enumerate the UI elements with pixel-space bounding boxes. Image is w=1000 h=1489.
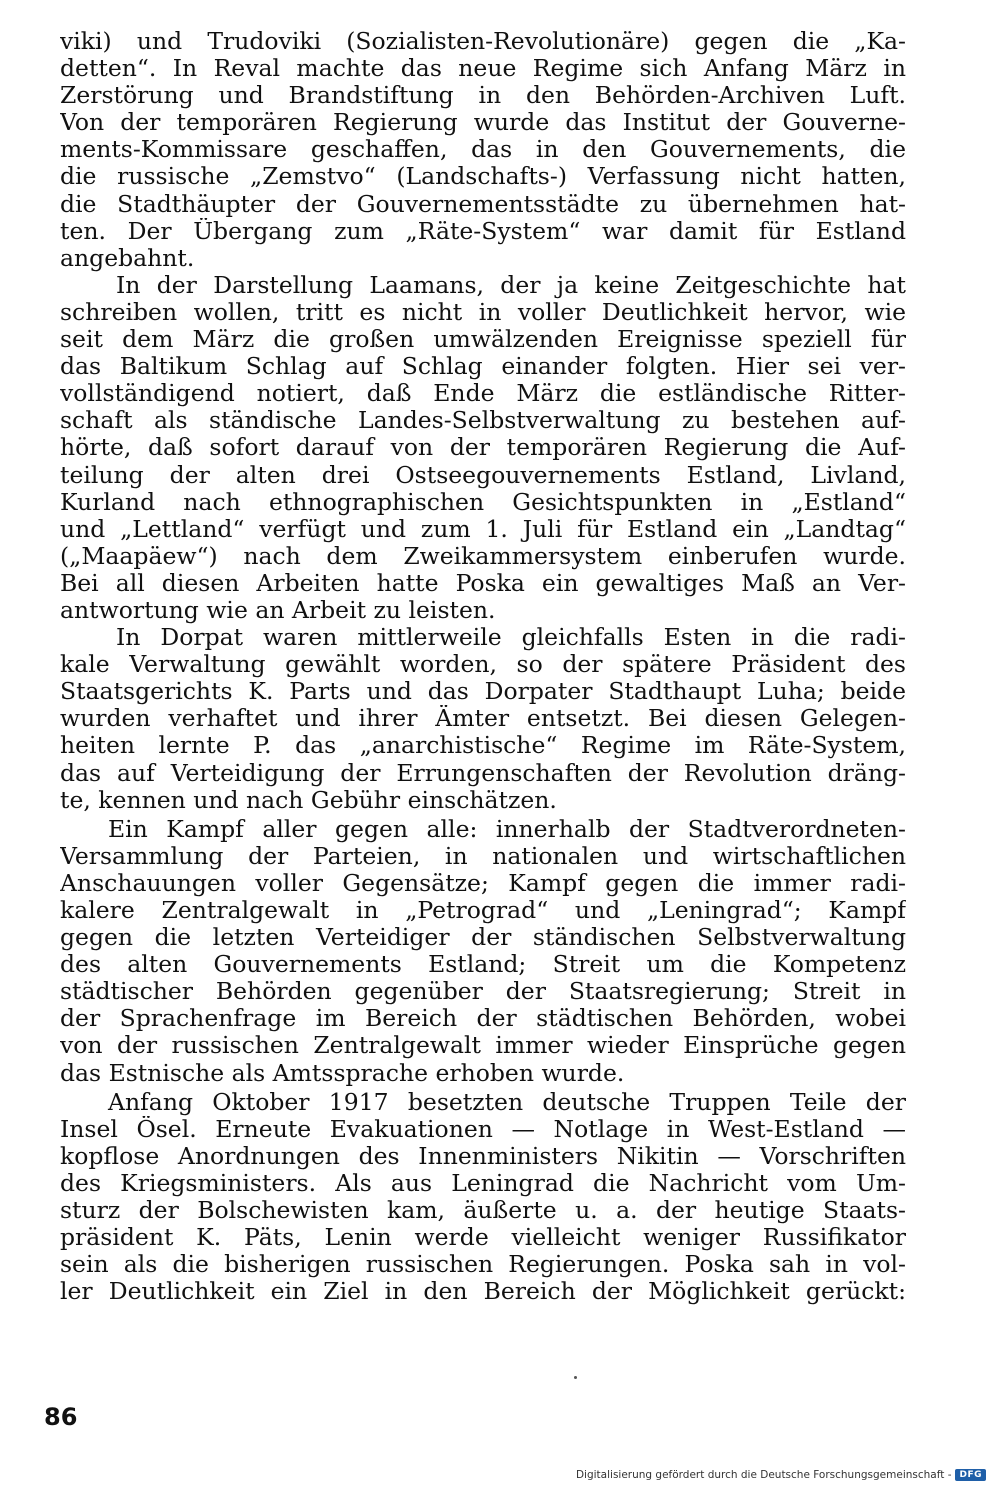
- text-line: hörte, daß sofort darauf von der temporären Regierung die Auf-: [60, 434, 906, 462]
- scan-speck: [574, 1376, 577, 1379]
- text-line: Anschauungen voller Gegensätze; Kampf gegen die immer radi-: [60, 869, 906, 897]
- text-line: der Sprachenfrage im Bereich der städtischen Behörden, wobei: [60, 1005, 906, 1033]
- text-line: antwortung wie an Arbeit zu leisten.: [60, 596, 496, 624]
- text-line: kopflose Anordnungen des Innenministers Nikitin — Vorschriften: [60, 1142, 906, 1170]
- dfg-logo-icon: DFG: [955, 1469, 986, 1481]
- text-line: kalere Zentralgewalt in „Petrograd“ und „Leningrad“; Kampf: [60, 897, 906, 924]
- text-line: schaft als ständische Landes-Selbstverwaltung zu bestehen auf-: [60, 407, 906, 435]
- text-line: te, kennen und nach Gebühr einschätzen.: [60, 786, 557, 814]
- paragraph: [60, 624, 906, 814]
- text-line: seit dem März die großen umwälzenden Ereignisse speziell für: [60, 326, 906, 354]
- text-line: sein als die bisherigen russischen Regierungen. Poska sah in vol-: [60, 1251, 906, 1279]
- text-line: sturz der Bolschewisten kam, äußerte u. a. der heutige Staats-: [60, 1197, 906, 1225]
- text-line: ler Deutlichkeit ein Ziel in den Bereich der Möglichkeit gerückt:: [60, 1278, 906, 1306]
- text-line: Bei all diesen Arbeiten hatte Poska ein gewaltiges Maß an Ver-: [60, 569, 906, 597]
- text-line: Von der temporären Regierung wurde das Institut der Gouverne-: [60, 109, 906, 137]
- paragraph: [60, 28, 906, 272]
- text-line: gegen die letzten Verteidiger der ständischen Selbstverwaltung: [60, 924, 906, 952]
- text-line: präsident K. Päts, Lenin werde vielleicht weniger Russifikator: [60, 1224, 906, 1252]
- paragraph: [60, 1089, 906, 1306]
- text-line: schreiben wollen, tritt es nicht in voller Deutlichkeit hervor, wie: [60, 298, 906, 326]
- text-line: ten. Der Übergang zum „Räte-System“ war damit für Estland: [60, 217, 906, 245]
- text-line: detten“. In Reval machte das neue Regime sich Anfang März in: [60, 55, 906, 83]
- text-line: die Stadthäupter der Gouvernementsstädte zu übernehmen hat-: [60, 190, 906, 218]
- text-line: von der russischen Zentralgewalt immer wieder Einsprüche gegen: [60, 1032, 906, 1060]
- text-line: In Dorpat waren mittlerweile gleichfalls Esten in die radi-: [116, 624, 906, 652]
- text-line: des alten Gouvernements Estland; Streit um die Kompetenz: [60, 951, 906, 979]
- text-line: Ein Kampf aller gegen alle: innerhalb der Stadtverordneten-: [108, 815, 906, 843]
- text-line: In der Darstellung Laamans, der ja keine Zeitgeschichte hat: [116, 271, 906, 299]
- paragraph: [60, 272, 906, 624]
- text-line: Insel Ösel. Erneute Evakuationen — Notlage in West-Estland —: [60, 1115, 906, 1143]
- page-body: [60, 28, 906, 1305]
- footer-credit: Digitalisierung gefördert durch die Deutsche Forschungsgemeinschaft -: [575, 1469, 952, 1481]
- text-line: ments-Kommissare geschaffen, das in den Gouvernements, die: [60, 136, 906, 164]
- text-line: das Baltikum Schlag auf Schlag einander folgten. Hier sei ver-: [60, 353, 906, 381]
- text-line: und „Lettland“ verfügt und zum 1. Juli für Estland ein „Landtag“: [60, 515, 906, 543]
- text-line: angebahnt.: [60, 244, 195, 272]
- text-line: kale Verwaltung gewählt worden, so der spätere Präsident des: [60, 651, 906, 679]
- page-number: 86: [44, 1403, 78, 1431]
- text-line: Staatsgerichts K. Parts und das Dorpater Stadthaupt Luha; beide: [60, 678, 906, 706]
- text-line: das Estnische als Amtssprache erhoben wurde.: [60, 1059, 625, 1087]
- text-line: heiten lernte P. das „anarchistische“ Regime im Räte-System,: [60, 732, 906, 760]
- paragraph: [60, 816, 906, 1087]
- text-line: das auf Verteidigung der Errungenschaften der Revolution dräng-: [60, 759, 906, 787]
- text-line: („Maapäew“) nach dem Zweikammersystem einberufen wurde.: [60, 542, 906, 570]
- text-line: Anfang Oktober 1917 besetzten deutsche Truppen Teile der: [108, 1088, 906, 1116]
- text-line: städtischer Behörden gegenüber der Staatsregierung; Streit in: [60, 978, 906, 1006]
- text-line: des Kriegsministers. Als aus Leningrad die Nachricht vom Um-: [60, 1169, 906, 1197]
- text-line: teilung der alten drei Ostseegouvernements Estland, Livland,: [60, 461, 906, 489]
- text-line: viki) und Trudoviki (Sozialisten-Revolutionäre) gegen die „Ka-: [60, 28, 906, 55]
- text-line: die russische „Zemstvo“ (Landschafts-) Verfassung nicht hatten,: [60, 163, 906, 191]
- text-line: Kurland nach ethnographischen Gesichtspunkten in „Estland“: [60, 488, 906, 516]
- text-line: wurden verhaftet und ihrer Ämter entsetzt. Bei diesen Gelegen-: [60, 705, 906, 733]
- footer: [576, 1469, 986, 1481]
- text-line: vollständigend notiert, daß Ende März die estländische Ritter-: [60, 380, 906, 408]
- text-line: Versammlung der Parteien, in nationalen und wirtschaftlichen: [60, 842, 906, 870]
- text-line: Zerstörung und Brandstiftung in den Behörden-Archiven Luft.: [60, 82, 906, 110]
